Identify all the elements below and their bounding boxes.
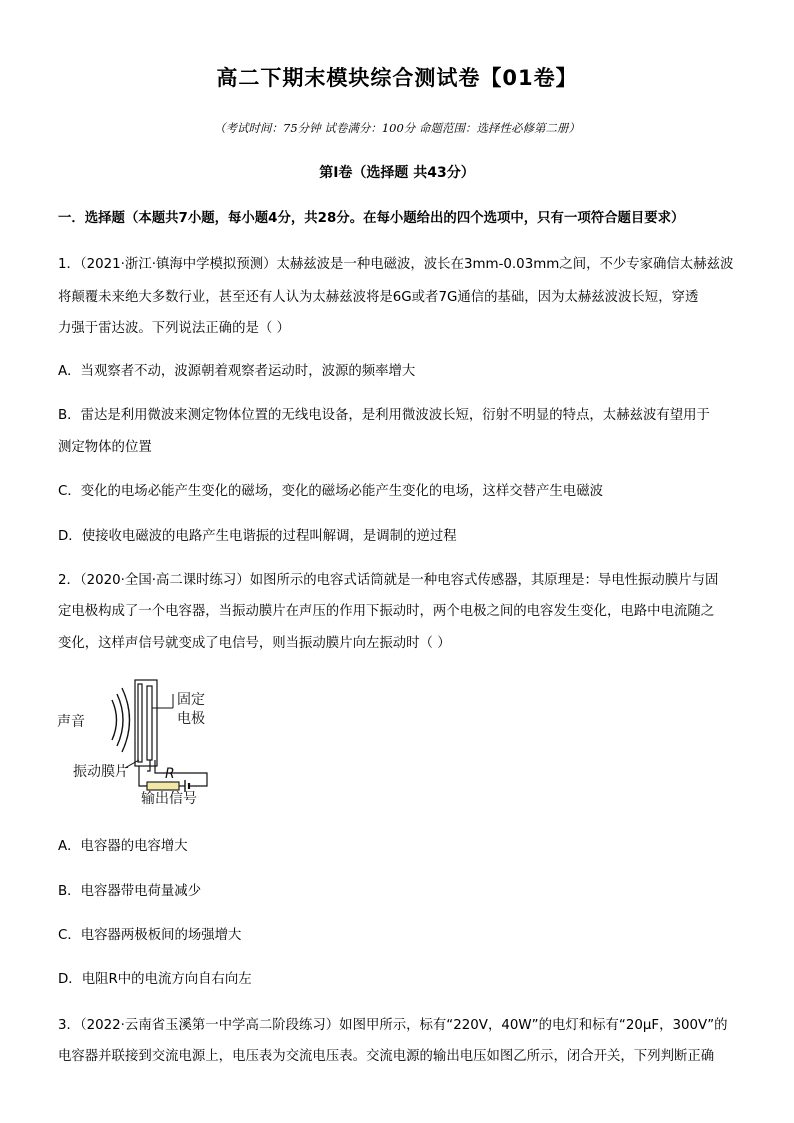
exam-title: 高二下期末模块综合测试卷【01卷】 [216, 66, 578, 90]
sound-wave-2 [117, 694, 123, 746]
q2-stem-line2: 定电极构成了一个电容器，当振动膜片在声压的作用下振动时，两个电极之间的电容发生变化，电路中电流随之 [58, 604, 715, 619]
q1-option-c: C．变化的电场必能产生变化的磁场，变化的磁场必能产生变化的电场，这样交替产生电磁波 [58, 484, 603, 499]
label-membrane: 振动膜片 [73, 764, 129, 780]
q3-stem-line2: 电容器并联接到交流电源上，电压表为交流电压表。交流电源的输出电压如图乙所示，闭合开关，下列判断正确 [58, 1049, 715, 1064]
q2-stem-line3: 变化，这样声信号就变成了电信号，则当振动膜片向左振动时（ ） [58, 636, 451, 651]
q2-stem-line1: 2．（2020·全国·高二课时练习）如图所示的电容式话筒就是一种电容式传感器，其原理是：导电性振动膜片与固 [58, 573, 719, 588]
part-heading: 一．选择题（本题共7小题，每小题4分，共28分。在每小题给出的四个选项中，只有一项符合题目要求） [58, 211, 685, 226]
fixed-electrode-plate [147, 686, 152, 760]
q1-option-a: A．当观察者不动，波源朝着观察者运动时，波源的频率增大 [58, 364, 416, 379]
section-heading: 第Ⅰ卷（选择题 共43分） [319, 165, 475, 181]
circuit-wire-left [139, 766, 147, 786]
label-fixed-1: 固定 [177, 692, 205, 708]
resistor-r [147, 782, 179, 790]
q3-stem-line1: 3．（2022·云南省玉溪第一中学高二阶段练习）如图甲所示，标有“220V，40W”的电灯和标有“20μF，300V”的 [58, 1018, 728, 1033]
q1-option-b-line2: 测定物体的位置 [58, 440, 152, 455]
q2-option-d: D．电阻R中的电流方向自右向左 [58, 972, 252, 987]
label-resistor: R [165, 766, 175, 782]
membrane-plate [138, 684, 142, 762]
label-sound: 声音 [57, 714, 85, 730]
q1-option-d: D．使接收电磁波的电路产生电谐振的过程叫解调，是调制的逆过程 [58, 529, 457, 544]
q2-option-a: A．电容器的电容增大 [58, 839, 188, 854]
q1-stem-line1: 1．（2021·浙江·镇海中学模拟预测）太赫兹波是一种电磁波，波长在3mm-0.03mm之间，不少专家确信太赫兹波 [58, 257, 734, 272]
q1-stem-line3: 力强于雷达波。下列说法正确的是（ ） [58, 321, 290, 336]
q1-stem-line2: 将颠覆未来绝大多数行业，甚至还有人认为太赫兹波将是6G或者7G通信的基础，因为太赫兹波波长短，穿透 [58, 290, 699, 305]
label-output: 输出信号 [141, 791, 197, 806]
q2-option-b: B．电容器带电荷量减少 [58, 884, 202, 899]
exam-meta: （考试时间：75分钟 试卷满分：100分 命题范围：选择性必修第二册） [214, 121, 580, 135]
label-fixed-2: 电极 [177, 711, 205, 727]
sound-wave-1 [112, 700, 117, 740]
microphone-diagram [55, 676, 225, 806]
q1-option-b-line1: B．雷达是利用微波来测定物体位置的无线电设备，是利用微波波长短，衍射不明显的特点，太赫兹波有望用于 [58, 408, 710, 423]
q2-option-c: C．电容器两极板间的场强增大 [58, 928, 242, 943]
